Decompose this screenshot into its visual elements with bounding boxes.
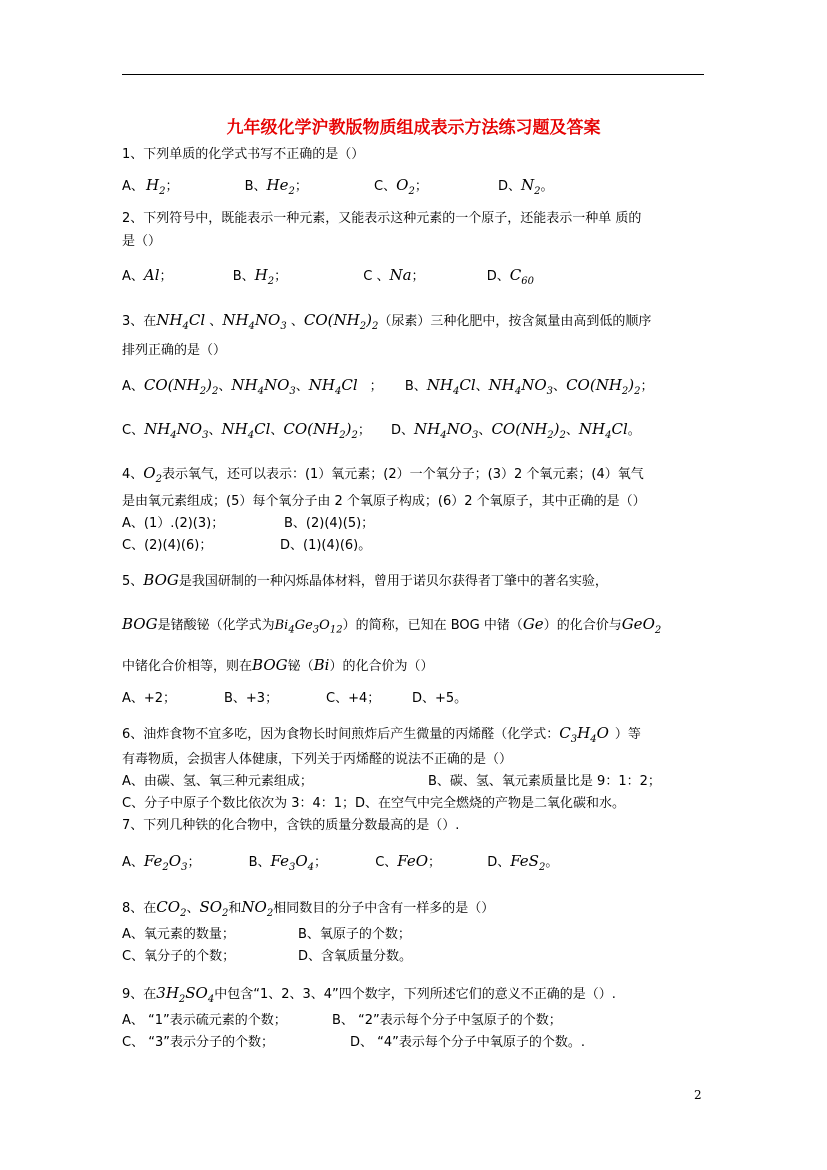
question-4-stem-line-1: 4、$O_2$表示氧气，还可以表示：(1）氧元素；(2）一个氧分子；(3）2 个氧元素；(4）氧气 — [122, 464, 644, 485]
question-6-stem-line-2: 有毒物质，会损害人体健康，下列关于丙烯醛的说法不正确的是（） — [122, 752, 513, 767]
question-4-options-ab: A、(1）.(2)(3)； B、(2)(4)(5)； — [122, 516, 375, 531]
question-4-options-cd: C、(2)(4)(6)； D、(1)(4)(6)。 — [122, 538, 372, 553]
question-2-options: A、Al； B、$H_2$； C 、Na； D、$C_{60}$ — [122, 266, 534, 287]
header-rule — [122, 74, 704, 75]
question-8-options-cd: C、氧分子的个数； D、含氧质量分数。 — [122, 949, 413, 964]
formula: $H_2$ — [146, 176, 166, 197]
question-3-options-cd: C、$NH_4NO_3$、$NH_4Cl$、$CO(NH_2)_2$； D、$NH_4NO_3$、$CO(NH_2)_2$、$NH_4Cl$。 — [122, 420, 641, 441]
question-7-options: A、$Fe_2O_3$； B、$Fe_3O_4$； C、FeO； D、FeS$_2$。 — [122, 852, 559, 873]
formula: $N_2$ — [520, 176, 541, 197]
option-label: D、 — [497, 179, 521, 194]
option-label: B、 — [244, 179, 267, 194]
question-5-stem-line-2: BOG是锗酸铋（化学式为$Bi_4Ge_3O_{12}$）的简称，已知在 BOG 中锗（Ge）的化合价与GeO$_2$ — [122, 615, 662, 636]
question-9-options-ab: A、 “1”表示硫元素的个数； B、 “2”表示每个分子中氢原子的个数； — [122, 1013, 562, 1028]
formula: $O_2$ — [396, 176, 415, 197]
question-3-options-ab: A、$CO(NH_2)_2$、$NH_4NO_3$、$NH_4Cl$ ； B、$NH_4Cl$、$NH_4NO_3$、$CO(NH_2)_2$； — [122, 376, 654, 397]
question-8-options-ab: A、氧元素的数量； B、氧原子的个数； — [122, 927, 411, 942]
question-4-stem-line-2: 是由氧元素组成；(5）每个氧分子由 2 个氧原子构成；(6）2 个氧原子，其中正确的是（） — [122, 494, 646, 509]
question-6-options-cd: C、分子中原子个数比依次为 3：4：1；D、在空气中完全燃烧的产物是二氧化碳和水。 — [122, 796, 626, 811]
question-9-stem: 9、在$3H_2SO_4$中包含“1、2、3、4”四个数字，下列所述它们的意义不正确的是（）. — [122, 984, 616, 1005]
page-number: 2 — [694, 1088, 702, 1102]
option-label: C、 — [374, 179, 397, 194]
question-5-stem-line-3: 中锗化合价相等，则在BOG铋（Bi）的化合价为（） — [122, 656, 434, 674]
option-label: A、 — [122, 179, 144, 194]
question-1-stem: 1、下列单质的化学式书写不正确的是（） — [122, 147, 365, 162]
question-8-stem: 8、在$CO_2$、$SO_2$和$NO_2$相同数目的分子中含有一样多的是（） — [122, 898, 495, 919]
question-5-options: A、+2； B、+3； C、+4； D、+5。 — [122, 691, 468, 706]
question-7-stem: 7、下列几种铁的化合物中，含铁的质量分数最高的是（）. — [122, 818, 460, 833]
question-2-stem-line-2: 是（） — [122, 234, 162, 249]
formula: $He_2$ — [266, 176, 295, 197]
question-3-stem-line-2: 排列正确的是（） — [122, 343, 227, 358]
question-6-stem-line-1: 6、油炸食物不宜多吃，因为食物长时间煎炸后产生微量的丙烯醛（化学式：$C_3H_4O$ ）等 — [122, 724, 641, 745]
question-1-options: A、 $H_2$； B、$He_2$； C、$O_2$； D、$N_2$。 — [122, 176, 554, 197]
document-title: 九年级化学沪教版物质组成表示方法练习题及答案 — [226, 118, 601, 138]
question-6-options-ab: A、由碳、氢、氧三种元素组成； B、碳、氢、氧元素质量比是 9：1：2； — [122, 774, 661, 789]
question-3-stem-line-1: 3、在$NH_4Cl$ 、$NH_4NO_3$ 、$CO(NH_2)_2$（尿素）三种化肥中，按含氮量由高到低的顺序 — [122, 311, 652, 332]
question-9-options-cd: C、 “3”表示分子的个数； D、 “4”表示每个分子中氧原子的个数。. — [122, 1035, 586, 1050]
question-5-stem-line-1: 5、BOG是我国研制的一种闪烁晶体材料，曾用于诺贝尔获得者丁肇中的著名实验， — [122, 571, 608, 589]
question-2-stem-line-1: 2、下列符号中，既能表示一种元素，又能表示这种元素的一个原子，还能表示一种单 质的 — [122, 211, 642, 226]
